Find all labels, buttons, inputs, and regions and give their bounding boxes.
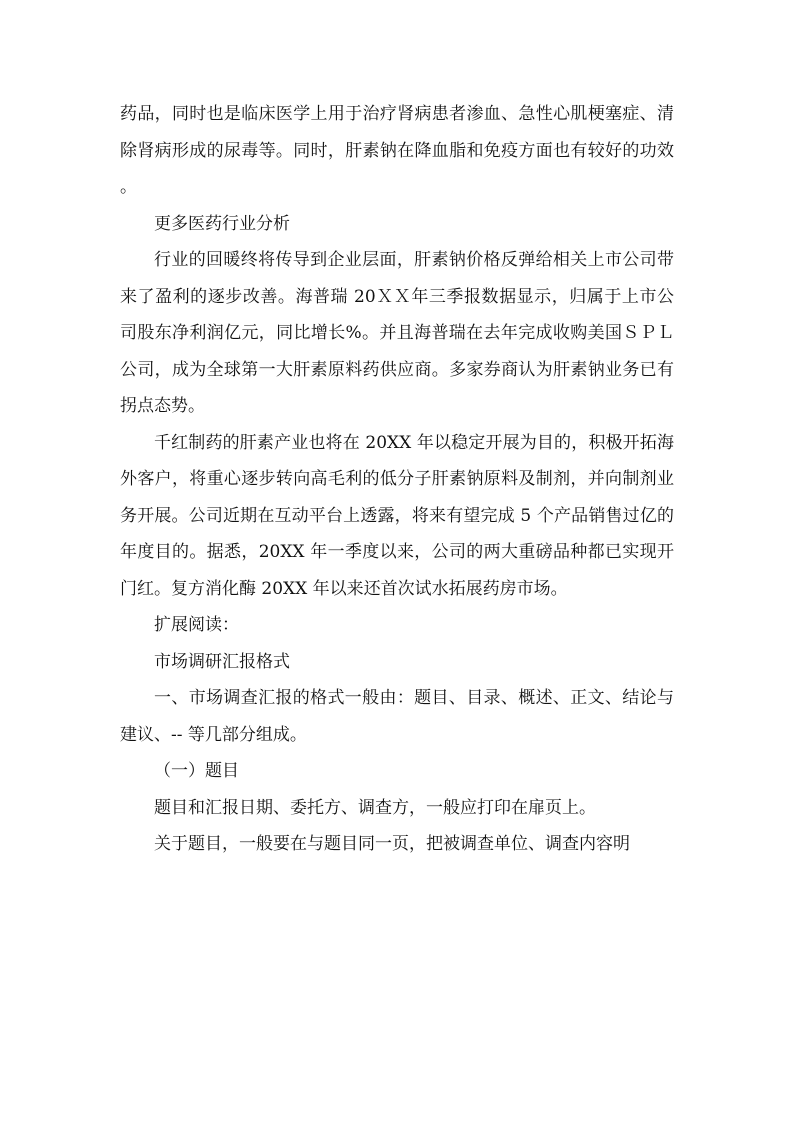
document-body — [120, 96, 674, 863]
paragraph-about-title: 关于题目，一般要在与题目同一页，把被调查单位、调查内容明 — [154, 834, 630, 854]
paragraph-report-format-title: 市场调研汇报格式 — [154, 651, 290, 672]
paragraph-heading-more-analysis: 更多医药行业分析 — [154, 213, 290, 234]
paragraph-continuation: 药品，同时也是临床医学上用于治疗肾病患者渗血、急性心肌梗塞症、清除肾病形成的尿毒等。同时，肝素钠在降血脂和免疫方面也有较好的功效。 — [120, 104, 674, 197]
paragraph-industry-recovery: 行业的回暖终将传导到企业层面，肝素钠价格反弹给相关上市公司带来了盈利的逐步改善。海普瑞 20ＸＸ年三季报数据显示，归属于上市公司股东净利润亿元，同比增长%。并且海普瑞在去年完成收购美国ＳＰＬ公司，成为全球第一大肝素原料药供应商。多家券商认为肝素钠业务已有拐点态势。 — [120, 250, 674, 416]
paragraph-report-format-structure: 一、市场调查汇报的格式一般由：题目、目录、概述、正文、结论与建议、-- 等几部分组成。 — [120, 688, 674, 745]
paragraph-title-page-info: 题目和汇报日期、委托方、调查方，一般应打印在扉页上。 — [154, 797, 596, 818]
paragraph-extended-reading: 扩展阅读： — [154, 615, 239, 635]
paragraph-qianhong-pharma: 千红制药的肝素产业也将在 20XX 年以稳定开展为目的，积极开拓海外客户，将重心逐步转向高毛利的低分子肝素钠原料及制剂，并向制剂业务开展。公司近期在互动平台上透露，将来有望完成 5 个产品销售过亿的年度目的。据悉，20XX 年一季度以来，公司的两大重磅品种都已实现开门红。复方消化酶 20XX 年以来还首次试水拓展药房市场。 — [120, 432, 674, 599]
paragraph-section-title: （一）题目 — [154, 761, 239, 781]
